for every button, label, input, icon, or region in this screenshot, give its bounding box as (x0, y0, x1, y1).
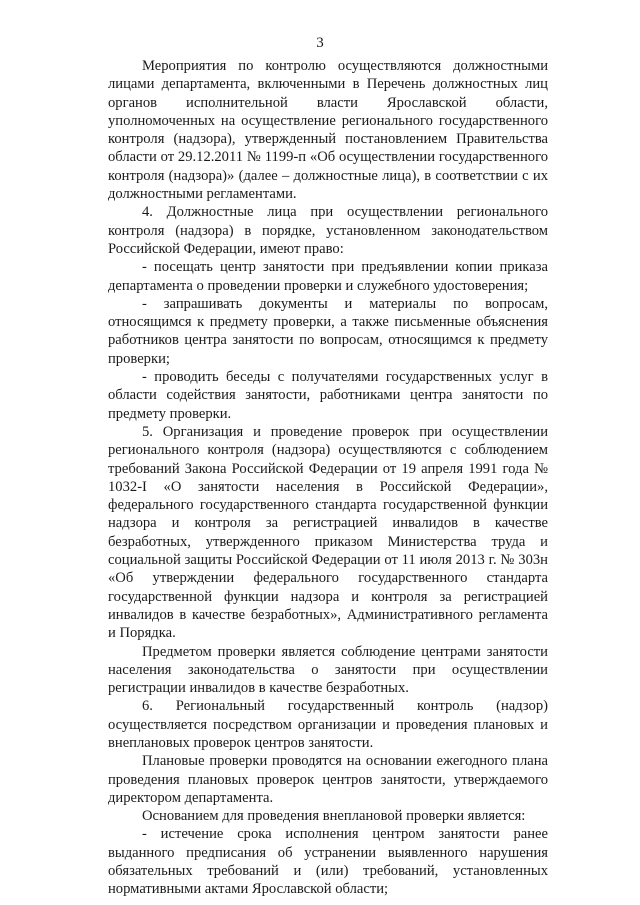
paragraph-unscheduled-basis: Основанием для проведения внеплановой проверки является: (142, 808, 526, 825)
paragraph-4-rights: 4. Должностные лица при осуществлении регионального контроля (надзора) в порядке, установленном законодательством Российской Федерации, имеют право: (108, 204, 548, 257)
list-item-conversations: - проводить беседы с получателями государственных услуг в области содействия занятости, работниками центра занятости по предмету проверки. (108, 369, 548, 422)
paragraph-5-organization: 5. Организация и проведение проверок при осуществлении регионального контроля (надзора) осуществляются с соблюдением требований Закона Российской Федерации от 19 апреля 1991 года № 1032-I «О занятости населения в Российской Федерации», федерального государственного стандарта государственной функции надзора и контроля за регистрацией инвалидов в качестве безработных, утвержденного приказом Министерства труда и социальной защиты Российской Федерации от 11 июля 2013 г. № 303н «Об утверждении федерального государственного стандарта государственной функции надзора и контроля за регистрацией инвалидов в качестве безработных», Административного регламента и Порядка. (108, 423, 548, 642)
paragraph-planned-inspections: Плановые проверки проводятся на основании ежегодного плана проведения плановых проверок центров занятости, утверждаемого директором департамента. (108, 753, 548, 806)
list-item-request-documents: - запрашивать документы и материалы по вопросам, относящимся к предмету проверки, а также письменные объяснения работников центра занятости по вопросам, относящимся к предмету проверки; (108, 295, 548, 367)
list-item-expiry: - истечение срока исполнения центром занятости ранее выданного предписания об устранении выявленного нарушения обязательных требований и (или) требований, установленных нормативными актами Ярославской области; (108, 826, 548, 898)
paragraph-6-control: 6. Региональный государственный контроль (надзор) осуществляется посредством организации и проведения плановых и внеплановых проверок центров занятости. (108, 698, 548, 751)
paragraph-inspectors: Мероприятия по контролю осуществляются должностными лицами департамента, включенными в Перечень должностных лиц органов исполнительной власти Ярославской области, уполномоченных на осуществление регионального государственного контроля (надзора), утвержденный постановлением Правительства области от 29.12.2011 № 1199-п «Об осуществлении государственного контроля (надзора)» (далее – должностные лица), в соответствии с их должностными регламентами. (108, 58, 548, 203)
paragraph-subject-of-inspection: Предметом проверки является соблюдение центрами занятости населения законодательства о занятости при осуществлении регистрации инвалидов в качестве безработных. (108, 643, 548, 697)
list-item-visit: - посещать центр занятости при предъявлении копии приказа департамента о проведении проверки и служебного удостоверения; (108, 259, 548, 294)
page-number: 3 (316, 35, 324, 51)
document-body (108, 57, 548, 899)
